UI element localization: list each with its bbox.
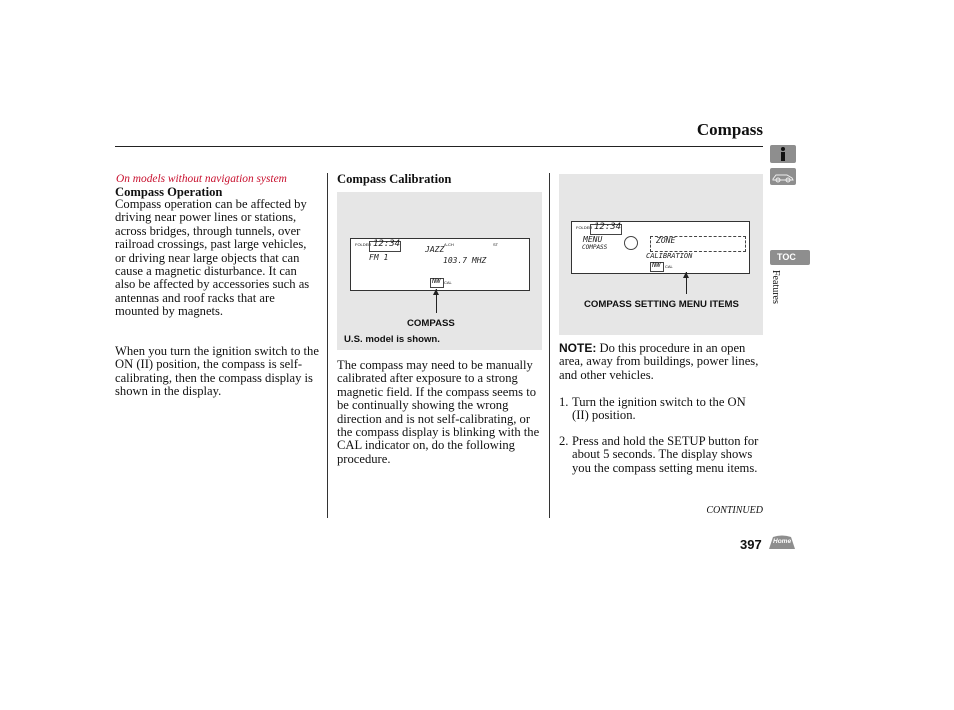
step-number: 2. (559, 434, 569, 448)
home-button[interactable] (768, 535, 796, 550)
model-note: On models without navigation system (116, 173, 287, 185)
left-paragraph-2: When you turn the ignition switch to the ON (II) position, the compass is self-calibrating, then the compass display is shown in the display. (115, 344, 319, 399)
step-text: Press and hold the SETUP button for about 5 seconds. The display shows you the compass setting menu items. (572, 434, 759, 475)
column-divider-left (327, 173, 328, 518)
page-title: Compass (696, 120, 763, 139)
menu-lcd-direction: NW (652, 261, 661, 269)
step-1 (559, 396, 764, 423)
lcd-cal: CAL (444, 280, 452, 285)
figure-label-menu-items: COMPASS SETTING MENU ITEMS (584, 299, 739, 310)
menu-lcd-compass: COMPASS (582, 244, 608, 251)
menu-lcd-calibration: CALIBRATION (646, 252, 693, 260)
figure-panel-menu-items (559, 174, 763, 335)
lcd-frequency: 103.7 MHZ (443, 256, 487, 265)
lcd-band: FM 1 (369, 253, 389, 262)
lcd-time: 12:34 (373, 239, 401, 249)
section-heading-compass-calibration: Compass Calibration (337, 172, 452, 186)
menu-dial-icon (624, 236, 638, 250)
car-icon (770, 168, 796, 185)
page-number: 397 (740, 537, 762, 552)
section-label: Features (770, 270, 781, 304)
figure-caption: U.S. model is shown. (344, 334, 440, 345)
info-icon (770, 145, 796, 163)
home-label: Home (773, 538, 792, 545)
car-tab[interactable] (770, 168, 796, 185)
radio-lcd-display (350, 238, 530, 291)
lcd-compass-direction: NW (432, 277, 441, 285)
figure-panel-us-display (337, 192, 542, 350)
step-text: Turn the ignition switch to the ON (II) position. (572, 395, 746, 423)
menu-lcd-clock-label: FOLDER (576, 225, 593, 230)
figure-label-compass: COMPASS (407, 318, 455, 329)
info-tab[interactable] (770, 145, 796, 163)
section-tab (770, 270, 782, 316)
left-paragraph-1: Compass operation can be affected by driving near power lines or stations, across bridges, through tunnels, over railroad crossings, past large vehicles, or driving near large objects that can cause a magnetic disturbance. It can also be affected by accessories such as antennas and roof racks that are mounted by magnets. (115, 197, 310, 319)
column-divider-right (549, 173, 550, 518)
step-2 (559, 435, 764, 475)
middle-paragraph: The compass may need to be manually calibrated after exposure to a strong magnetic field. If the compass seems to be continually showing the wrong direction and is not self-calibrating, or the compass display is blinking with the CAL indicator on, do the following procedure. (337, 358, 540, 466)
lcd-clock-label: FOLDER (355, 242, 372, 247)
menu-callout-arrow-icon (683, 272, 689, 278)
lcd-folder: JAZZ (425, 245, 445, 254)
note-paragraph (559, 342, 764, 382)
menu-lcd-zone: ZONE (656, 236, 676, 245)
note-text: Do this procedure in an open area, away from buildings, power lines, and other vehicles. (559, 341, 759, 382)
menu-lcd-cal: CAL (665, 264, 673, 269)
note-label: NOTE: (559, 341, 597, 355)
section-heading-compass-operation: Compass Operation (115, 185, 223, 199)
header-rule (115, 146, 763, 147)
step-number: 1. (559, 395, 569, 409)
toc-button[interactable]: TOC (770, 250, 810, 265)
continued-label: CONTINUED (706, 505, 763, 516)
lcd-ch: A-CH (444, 242, 454, 247)
callout-arrow-icon (433, 289, 439, 295)
menu-lcd-menu: MENU (583, 235, 603, 244)
menu-lcd-time: 12:34 (594, 222, 622, 232)
lcd-st: ST (493, 242, 499, 247)
menu-lcd-display (571, 221, 750, 274)
